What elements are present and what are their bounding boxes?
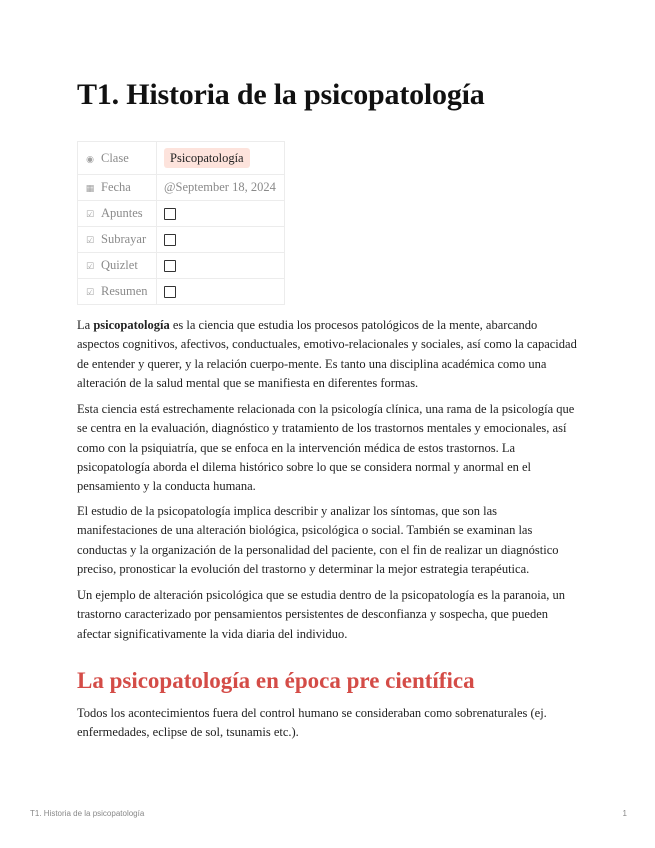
property-label: Clase <box>101 150 129 165</box>
paragraph-study: El estudio de la psicopatología implica describir y analizar los síntomas, que son las manifestaciones de una alteración biológica, psicológica o social. También se examinan las conductas y la organización de la personalidad del paciente, con el fin de realizar un diagnóstico preciso, pronosticar la evolución del trastorno y determinar la mejor estrategia terapéutica. <box>77 504 559 576</box>
quizlet-checkbox[interactable] <box>164 260 176 272</box>
bold-term: psicopatología <box>93 318 170 332</box>
checkbox-icon: ☑ <box>85 288 95 298</box>
property-label: Quizlet <box>101 258 138 272</box>
property-label: Subrayar <box>101 232 147 246</box>
property-row-subrayar <box>78 227 285 253</box>
date-value[interactable]: @September 18, 2024 <box>164 180 276 194</box>
property-label: Resumen <box>101 284 148 298</box>
checkbox-icon: ☑ <box>85 262 95 272</box>
paragraph-relation: Esta ciencia está estrechamente relacionada con la psicología clínica, una rama de la psicología que se centra en la evaluación, diagnóstico y tratamiento de los trastornos mentales y emocionales, así como con la psiquiatría, que se enfoca en la intervención médica de estos trastornos. La psicopatología aborda el dilema histórico sobre lo que se considera normal y anormal en el pensamiento y la conducta humana. <box>77 402 575 494</box>
property-key-quizlet <box>78 253 157 279</box>
paragraph-definition <box>77 316 580 393</box>
page-number: 1 <box>622 809 627 818</box>
apuntes-checkbox[interactable] <box>164 208 176 220</box>
footer-title: T1. Historia de la psicopatología <box>30 809 145 818</box>
property-value-fecha[interactable] <box>157 175 285 201</box>
checkbox-icon: ☑ <box>85 236 95 246</box>
paragraph-prefix: La <box>77 318 94 332</box>
property-key-apuntes <box>78 201 157 227</box>
property-label: Fecha <box>101 180 131 194</box>
page-title: T1. Historia de la psicopatología <box>77 78 485 111</box>
property-row-resumen <box>78 279 285 305</box>
section-heading: La psicopatología en época pre científica <box>77 668 475 693</box>
select-icon: ◉ <box>86 154 94 165</box>
property-key-subrayar <box>78 227 157 253</box>
properties-table <box>77 141 285 305</box>
paragraph-rest: es la ciencia que estudia los procesos patológicos de la mente, abarcando aspectos cognitivos, afectivos, conductuales, emotivo-relacionales y sociales, así como la capacidad de entender y querer, y la relación cuerpo-mente. Es tanto una disciplina académica como una alteración de la salud mental que se manifiesta en diferentes formas. <box>77 318 577 390</box>
property-row-apuntes <box>78 201 285 227</box>
property-row-quizlet <box>78 253 285 279</box>
paragraph-example: Un ejemplo de alteración psicológica que se estudia dentro de la psicopatología es la paranoia, un trastorno caracterizado por pensamientos persistentes de desconfianza y sospecha, que pueden afectar significativamente la vida diaria del individuo. <box>77 588 566 641</box>
property-key-resumen <box>78 279 157 305</box>
clase-tag[interactable]: Psicopatología <box>164 148 250 168</box>
property-label: Apuntes <box>101 206 143 220</box>
property-value-subrayar <box>157 227 285 253</box>
property-value-resumen <box>157 279 285 305</box>
property-key-fecha <box>78 175 157 201</box>
property-row-fecha <box>78 175 285 201</box>
property-value-clase[interactable] <box>157 142 285 175</box>
checkbox-icon: ☑ <box>85 210 95 220</box>
subrayar-checkbox[interactable] <box>164 234 176 246</box>
property-row-clase <box>78 142 285 175</box>
property-key-clase <box>78 142 157 175</box>
property-value-quizlet <box>157 253 285 279</box>
property-value-apuntes <box>157 201 285 227</box>
paragraph-prescientific: Todos los acontecimientos fuera del control humano se consideraban como sobrenaturales (ej. enfermedades, eclipse de sol, tsunamis etc.). <box>77 706 547 740</box>
resumen-checkbox[interactable] <box>164 286 176 298</box>
calendar-icon: ▦ <box>85 184 95 194</box>
